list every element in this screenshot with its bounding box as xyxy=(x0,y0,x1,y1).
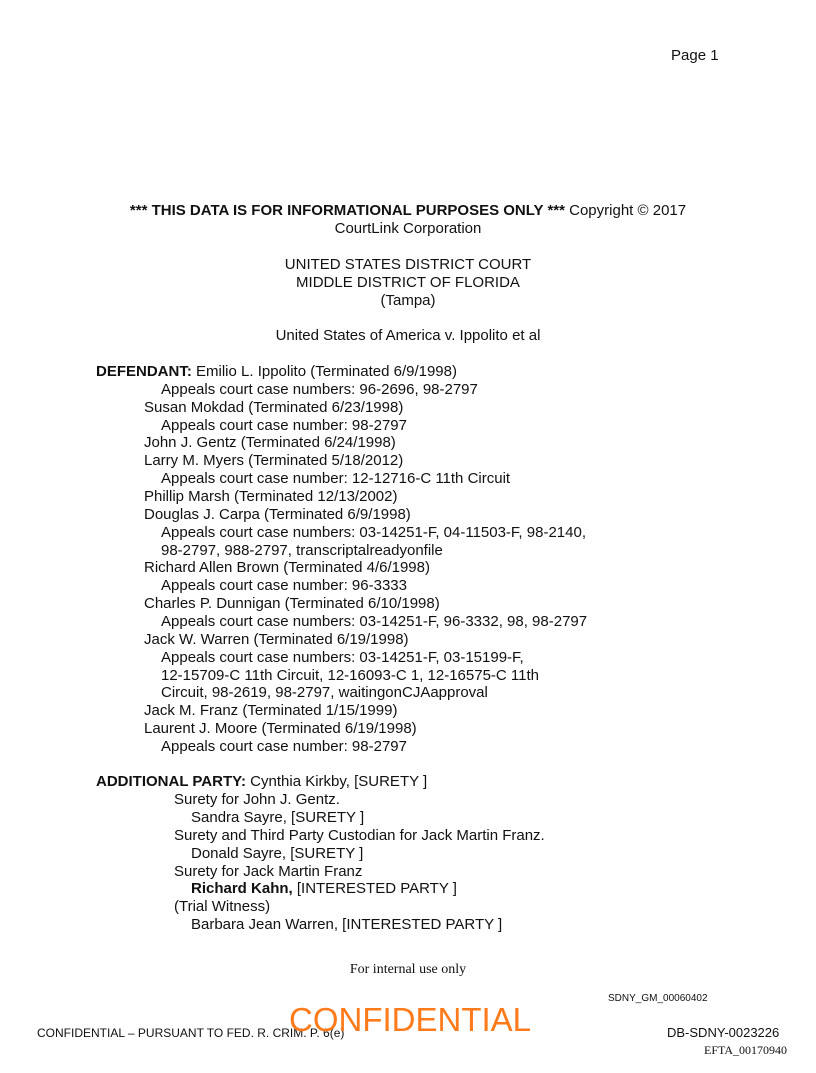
internal-use-note: For internal use only xyxy=(349,962,467,977)
defendant-line: Appeals court case numbers: 03-14251-F, 03-15199-F, xyxy=(161,649,524,666)
defendant-line: Circuit, 98-2619, 98-2797, waitingonCJAapproval xyxy=(161,684,488,701)
court-name: UNITED STATES DISTRICT COURT xyxy=(284,256,532,273)
defendant-line: Laurent J. Moore (Terminated 6/19/1998) xyxy=(144,720,417,737)
defendant-heading xyxy=(96,363,457,381)
db-bates-number: DB-SDNY-0023226 xyxy=(667,1025,780,1040)
defendant-line: 98-2797, 988-2797, transcriptalreadyonfile xyxy=(161,542,443,559)
interested-party-name: Richard Kahn, xyxy=(191,880,293,897)
defendant-line: Appeals court case numbers: 03-14251-F, 04-11503-F, 98-2140, xyxy=(161,524,586,541)
defendant-line: Appeals court case numbers: 03-14251-F, 96-3332, 98, 98-2797 xyxy=(161,613,588,630)
informational-notice xyxy=(0,202,816,220)
defendant-label: DEFENDANT: xyxy=(96,363,192,380)
efta-number: EFTA_00170940 xyxy=(704,1043,788,1057)
bates-gm-number: SDNY_GM_00060402 xyxy=(608,993,708,1004)
defendant-line: Appeals court case number: 98-2797 xyxy=(161,738,407,755)
defendant-line: Appeals court case number: 96-3333 xyxy=(161,577,407,594)
defendant-line: 12-15709-C 11th Circuit, 12-16093-C 1, 12-16575-C 11th xyxy=(161,667,540,684)
additional-party-heading xyxy=(96,773,427,791)
additional-party-line: Sandra Sayre, [SURETY ] xyxy=(191,809,365,826)
additional-party-line: Surety for Jack Martin Franz xyxy=(174,863,363,880)
additional-party-line: Surety and Third Party Custodian for Jack Martin Franz. xyxy=(174,827,545,844)
defendant-line: Douglas J. Carpa (Terminated 6/9/1998) xyxy=(144,506,411,523)
defendant-line: Jack M. Franz (Terminated 1/15/1999) xyxy=(144,702,398,719)
confidential-notice: CONFIDENTIAL – PURSUANT TO FED. R. CRIM. P. 6(e) xyxy=(37,1026,345,1040)
additional-party-first: Cynthia Kirkby, [SURETY ] xyxy=(250,773,428,790)
notice-copyright: Copyright © 2017 xyxy=(564,202,687,219)
interested-party-role: [INTERESTED PARTY ] xyxy=(292,880,457,897)
defendant-line: Appeals court case number: 98-2797 xyxy=(161,417,407,434)
page-number: Page 1 xyxy=(671,47,719,64)
defendant-line: Larry M. Myers (Terminated 5/18/2012) xyxy=(144,452,404,469)
defendant-line: Susan Mokdad (Terminated 6/23/1998) xyxy=(144,399,404,416)
defendant-line: John J. Gentz (Terminated 6/24/1998) xyxy=(144,434,396,451)
court-district: MIDDLE DISTRICT OF FLORIDA xyxy=(296,274,520,291)
notice-company: CourtLink Corporation xyxy=(334,220,482,237)
additional-party-line: Donald Sayre, [SURETY ] xyxy=(191,845,364,862)
court-division: (Tampa) xyxy=(380,292,436,309)
defendant-line: Jack W. Warren (Terminated 6/19/1998) xyxy=(144,631,409,648)
interested-party-line xyxy=(191,880,457,898)
additional-party-line: (Trial Witness) xyxy=(174,898,271,915)
additional-party-label: ADDITIONAL PARTY: xyxy=(96,773,246,790)
defendant-line: Appeals court case number: 12-12716-C 11th Circuit xyxy=(161,470,511,487)
defendant-first: Emilio L. Ippolito (Terminated 6/9/1998) xyxy=(196,363,457,380)
additional-party-line: Surety for John J. Gentz. xyxy=(174,791,340,808)
defendant-line: Richard Allen Brown (Terminated 4/6/1998) xyxy=(144,559,430,576)
case-title: United States of America v. Ippolito et al xyxy=(275,327,541,344)
defendant-line: Phillip Marsh (Terminated 12/13/2002) xyxy=(144,488,398,505)
defendant-line: Appeals court case numbers: 96-2696, 98-2797 xyxy=(161,381,478,398)
additional-party-line: Barbara Jean Warren, [INTERESTED PARTY ] xyxy=(191,916,503,933)
notice-bold: *** THIS DATA IS FOR INFORMATIONAL PURPOSES ONLY *** xyxy=(129,202,565,219)
confidential-stamp: CONFIDENTIAL xyxy=(289,1001,532,1038)
defendant-line: Charles P. Dunnigan (Terminated 6/10/1998) xyxy=(144,595,440,612)
